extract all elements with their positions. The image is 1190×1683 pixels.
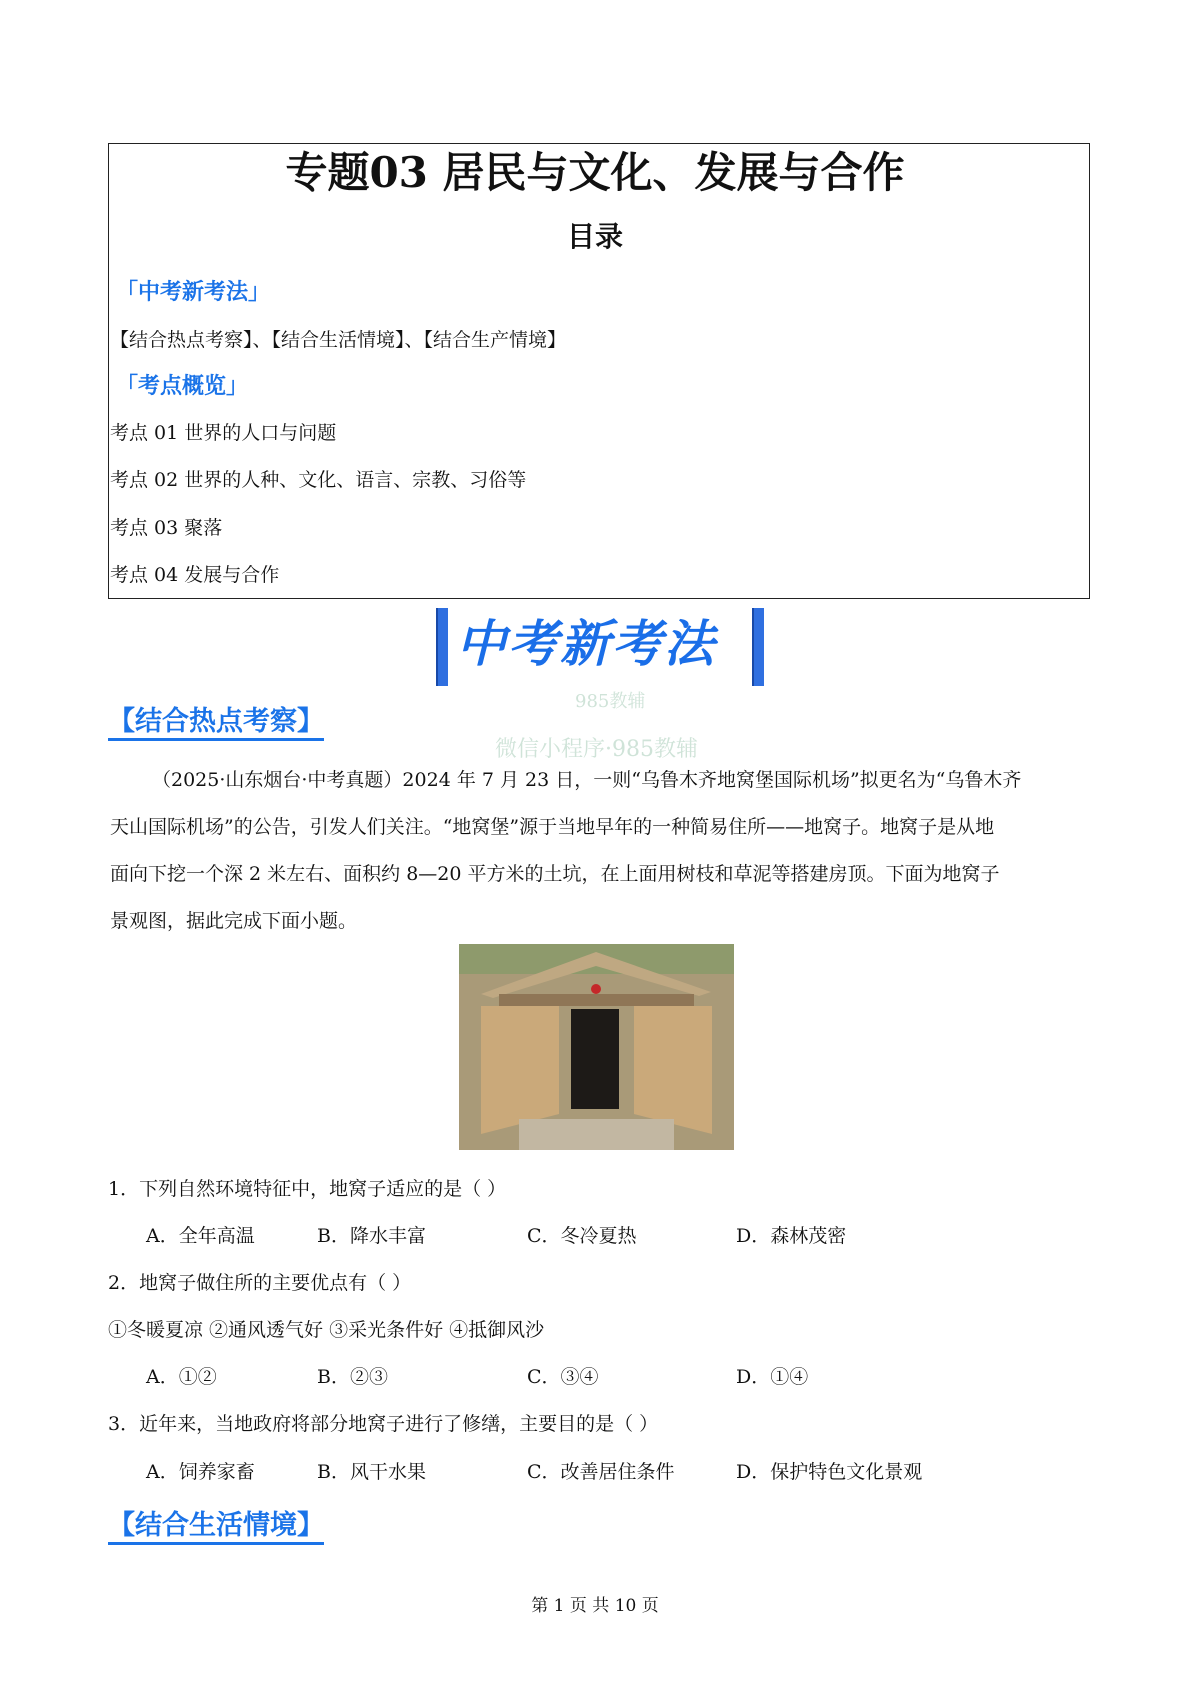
- toc-title: 目录: [566, 220, 623, 253]
- toc-method-list: 【结合热点考察】、【结合生活情境】、【结合生产情境】: [110, 329, 567, 351]
- question-3-stem: 3．近年来，当地政府将部分地窝子进行了修缮，主要目的是（ ）: [108, 1413, 659, 1435]
- passage-line-1: （2025·山东烟台·中考真题）2024 年 7 月 23 日，一则“乌鲁木齐地窝堡国际机场”拟更名为“乌鲁木齐: [152, 769, 1022, 791]
- toc-section-new-methods: 「中考新考法」: [116, 279, 271, 305]
- question-2-statements: ①冬暖夏凉 ②通风透气好 ③采光条件好 ④抵御风沙: [108, 1319, 545, 1341]
- passage-line-4: 景观图，据此完成下面小题。: [110, 910, 358, 932]
- q3-option-c[interactable]: C．改善居住条件: [527, 1461, 675, 1483]
- q2-option-a[interactable]: A．①②: [146, 1366, 217, 1388]
- q3-option-b[interactable]: B．风干水果: [317, 1461, 426, 1483]
- q1-option-a[interactable]: A．全年高温: [146, 1225, 255, 1247]
- passage-line-2: 天山国际机场”的公告，引发人们关注。“地窝堡”源于当地早年的一种简易住所——地窝子。地窝子是从地: [110, 816, 995, 838]
- banner-right-bar: [752, 608, 764, 686]
- document-title: 专题03 居民与文化、发展与合作: [285, 148, 905, 197]
- diwozi-photo: [459, 944, 734, 1150]
- banner-new-methods: [436, 608, 764, 686]
- page-footer: 第 1 页 共 10 页: [531, 1596, 659, 1616]
- watermark-logo: 985教辅: [575, 691, 646, 712]
- q3-option-a[interactable]: A．饲养家畜: [146, 1461, 255, 1483]
- q3-option-d[interactable]: D．保护特色文化景观: [736, 1461, 923, 1483]
- question-1-stem: 1．下列自然环境特征中，地窝子适应的是（ ）: [108, 1178, 507, 1200]
- toc-box: [108, 143, 1090, 599]
- banner-text: 中考新考法: [456, 614, 716, 673]
- q1-option-c[interactable]: C．冬冷夏热: [527, 1225, 637, 1247]
- section-heading-hot: 【结合热点考察】: [108, 706, 324, 741]
- watermark-text: 微信小程序·985教辅: [495, 737, 698, 762]
- question-2-stem: 2．地窝子做住所的主要优点有（ ）: [108, 1272, 412, 1294]
- toc-section-overview: 「考点概览」: [116, 373, 249, 399]
- q2-option-c[interactable]: C．③④: [527, 1366, 599, 1388]
- q1-option-d[interactable]: D．森林茂密: [736, 1225, 847, 1247]
- q2-option-b[interactable]: B．②③: [317, 1366, 388, 1388]
- q2-option-d[interactable]: D．①④: [736, 1366, 809, 1388]
- q1-option-b[interactable]: B．降水丰富: [317, 1225, 426, 1247]
- section-heading-life: 【结合生活情境】: [108, 1510, 324, 1545]
- toc-point-4: 考点 04 发展与合作: [110, 564, 280, 586]
- banner-left-bar: [436, 608, 448, 686]
- passage-line-3: 面向下挖一个深 2 米左右、面积约 8—20 平方米的土坑，在上面用树枝和草泥等搭建房顶。下面为地窝子: [110, 863, 1000, 885]
- toc-point-3: 考点 03 聚落: [110, 517, 223, 539]
- toc-point-1: 考点 01 世界的人口与问题: [110, 422, 337, 444]
- toc-point-2: 考点 02 世界的人种、文化、语言、宗教、习俗等: [110, 469, 527, 491]
